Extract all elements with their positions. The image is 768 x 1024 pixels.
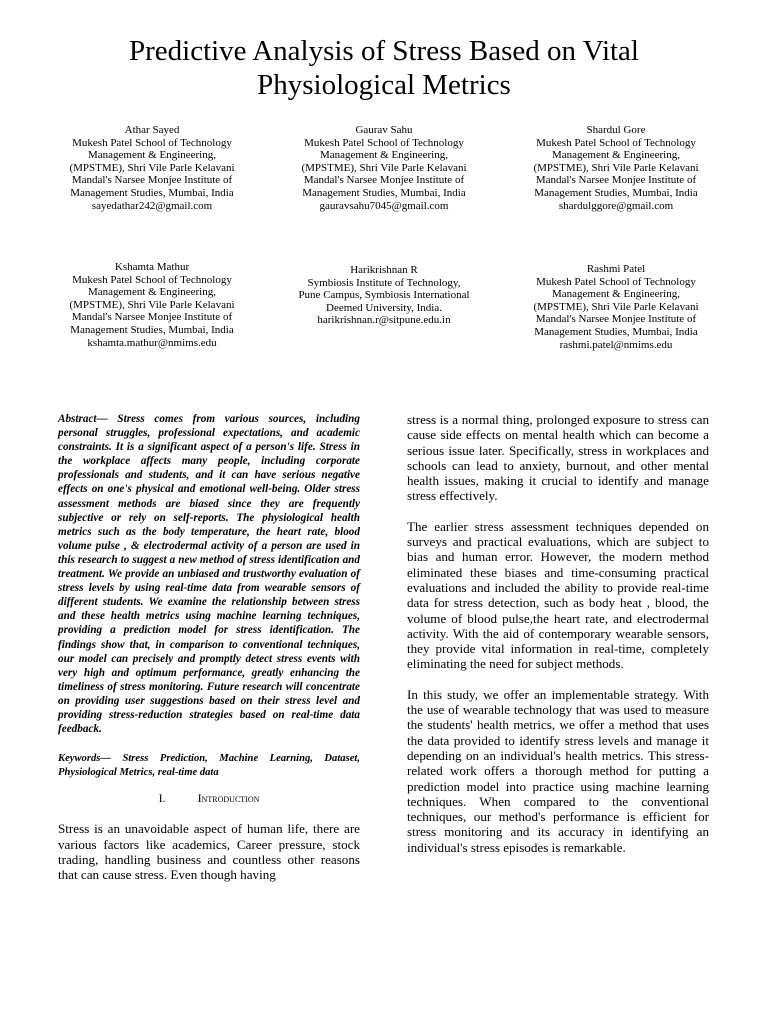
author-name: Kshamta Mathur [114, 261, 190, 273]
author-block [274, 264, 494, 327]
abstract [58, 412, 360, 736]
author-affiliation: Management Studies, Mumbai, India [70, 186, 234, 199]
author-affiliation: Mukesh Patel School of Technology [72, 136, 232, 149]
author-affiliation: Mandal's Narsee Monjee Institute of [535, 174, 697, 187]
section-title: Introduction [197, 791, 260, 806]
author-email: sayedathar242@gmail.com [91, 199, 213, 212]
author-affiliation: Management & Engineering, [88, 286, 216, 299]
author-affiliation: Symbiosis Institute of Technology, [307, 276, 461, 289]
author-affiliation: (MPSTME), Shri Vile Parle Kelavani [301, 161, 467, 174]
keywords-label: Keywords— [58, 753, 111, 765]
right-column [407, 412, 709, 855]
author-email: kshamta.mathur@nmims.edu [87, 336, 217, 349]
author-affiliation: Mukesh Patel School of Technology [536, 136, 696, 149]
section-number: I. [158, 791, 166, 806]
author-block [506, 124, 726, 212]
abstract-label: Abstract— [58, 413, 108, 425]
author-block [506, 263, 726, 351]
author-block [42, 124, 262, 212]
author-affiliation: Mandal's Narsee Monjee Institute of [71, 174, 233, 187]
author-affiliation: Management & Engineering, [320, 149, 448, 162]
section-heading [58, 791, 360, 805]
keywords [58, 752, 360, 779]
author-affiliation: (MPSTME), Shri Vile Parle Kelavani [69, 161, 235, 174]
author-affiliation: Mandal's Narsee Monjee Institute of [71, 311, 233, 324]
author-email: rashmi.patel@nmims.edu [559, 338, 673, 351]
author-email: shardulggore@gmail.com [558, 199, 674, 212]
author-affiliation: Management & Engineering, [88, 149, 216, 162]
author-affiliation: (MPSTME), Shri Vile Parle Kelavani [533, 300, 699, 313]
author-affiliation: Mandal's Narsee Monjee Institute of [303, 174, 465, 187]
author-affiliation: Management Studies, Mumbai, India [534, 325, 698, 338]
author-name: Shardul Gore [586, 124, 646, 136]
author-affiliation: Management & Engineering, [552, 288, 680, 301]
author-block [42, 261, 262, 349]
keywords-text: Stress Prediction, Machine Learning, Dataset, Physiological Metrics, real-time data [58, 753, 360, 778]
author-affiliation: Management & Engineering, [552, 149, 680, 162]
left-column [58, 412, 360, 883]
author-email: harikrishnan.r@sitpune.edu.in [317, 314, 451, 327]
author-name: Athar Sayed [124, 124, 180, 136]
author-affiliation: Mukesh Patel School of Technology [536, 275, 696, 288]
author-email: gauravsahu7045@gmail.com [319, 199, 449, 212]
author-affiliation: Deemed University, India. [326, 301, 442, 314]
intro-paragraph: Stress is an unavoidable aspect of human life, there are various factors like academics, Career pressure, stock trading, handling business and countless other reasons that can cause stress. Even though having [58, 821, 360, 883]
author-affiliation: (MPSTME), Shri Vile Parle Kelavani [69, 298, 235, 311]
author-affiliation: Pune Campus, Symbiosis International [298, 289, 470, 302]
author-affiliation: Mandal's Narsee Monjee Institute of [535, 313, 697, 326]
author-name: Gaurav Sahu [355, 124, 413, 136]
abstract-text: Stress comes from various sources, including personal struggles, professional expectations, and academic constraints. It is a significant aspect of a person's life. Stress in the workplace affects many people, including corporate professionals and students, and it can have serious negative effects on one's physical and emotional well-being. Older stress assessment methods are biased since they are frequently subjective or rely on self-reports. The physiological health metrics such as the body temperature, the heart rate, blood volume pulse , & electrodermal activity of a person are used in this research to suggest a new method of stress identification and treatment. We provide an unbiased and trustworthy evaluation of stress levels by using real-time data from wearable sensors of different students. We examine the relationship between stress and these health metrics using machine learning techniques, providing a prediction model for stress identification. The findings show that, in comparison to conventional techniques, our model can precisely and promptly detect stress events with very high and optimum performance, greatly enhancing the timeliness of stress monitoring. Future research will concentrate on providing user suggestions based on their stress level and providing stress-reduction strategies based on real-time data feedback. [58, 413, 360, 736]
author-block [274, 124, 494, 212]
author-affiliation: Management Studies, Mumbai, India [70, 323, 234, 336]
body-paragraph: The earlier stress assessment techniques depended on surveys and practical evaluations, which are subject to bias and human error. However, the modern method eliminated these biases and time-consuming practical evaluations and included the ability to provide real-time data for stress detection, such as body heat , blood, the volume of blood pulse,the heart rate, and electrodermal activity. With the aid of contemporary wearable sensors, they provide vital information in real-time, completely eliminating the need for subject methods. [407, 518, 709, 672]
author-affiliation: Management Studies, Mumbai, India [534, 186, 698, 199]
author-affiliation: (MPSTME), Shri Vile Parle Kelavani [533, 161, 699, 174]
author-affiliation: Mukesh Patel School of Technology [304, 136, 464, 149]
author-name: Harikrishnan R [350, 264, 418, 276]
body-paragraph: In this study, we offer an implementable strategy. With the use of wearable technology that was used to measure the students' health metrics, we offer a method that uses the data provided to identify stress levels and manage it depending on an individual's health metrics. This stress-related work offers a thorough method for putting a prediction model into practice using machine learning techniques. When compared to the conventional techniques, our method's performance is efficient for stress monitoring and its accuracy in identifying an individual's stress episodes is remarkable. [407, 686, 709, 855]
paper-title: Predictive Analysis of Stress Based on Vital Physiological Metrics [128, 35, 639, 101]
author-name: Rashmi Patel [586, 263, 646, 275]
author-affiliation: Mukesh Patel School of Technology [72, 273, 232, 286]
author-affiliation: Management Studies, Mumbai, India [302, 186, 466, 199]
body-paragraph: stress is a normal thing, prolonged exposure to stress can cause side effects on mental health which can become a serious issue later. Specifically, stress in workplaces and schools can lead to anxiety, burnout, and other mental health issues, making it crucial to identify and manage stress effectively. [407, 412, 709, 504]
